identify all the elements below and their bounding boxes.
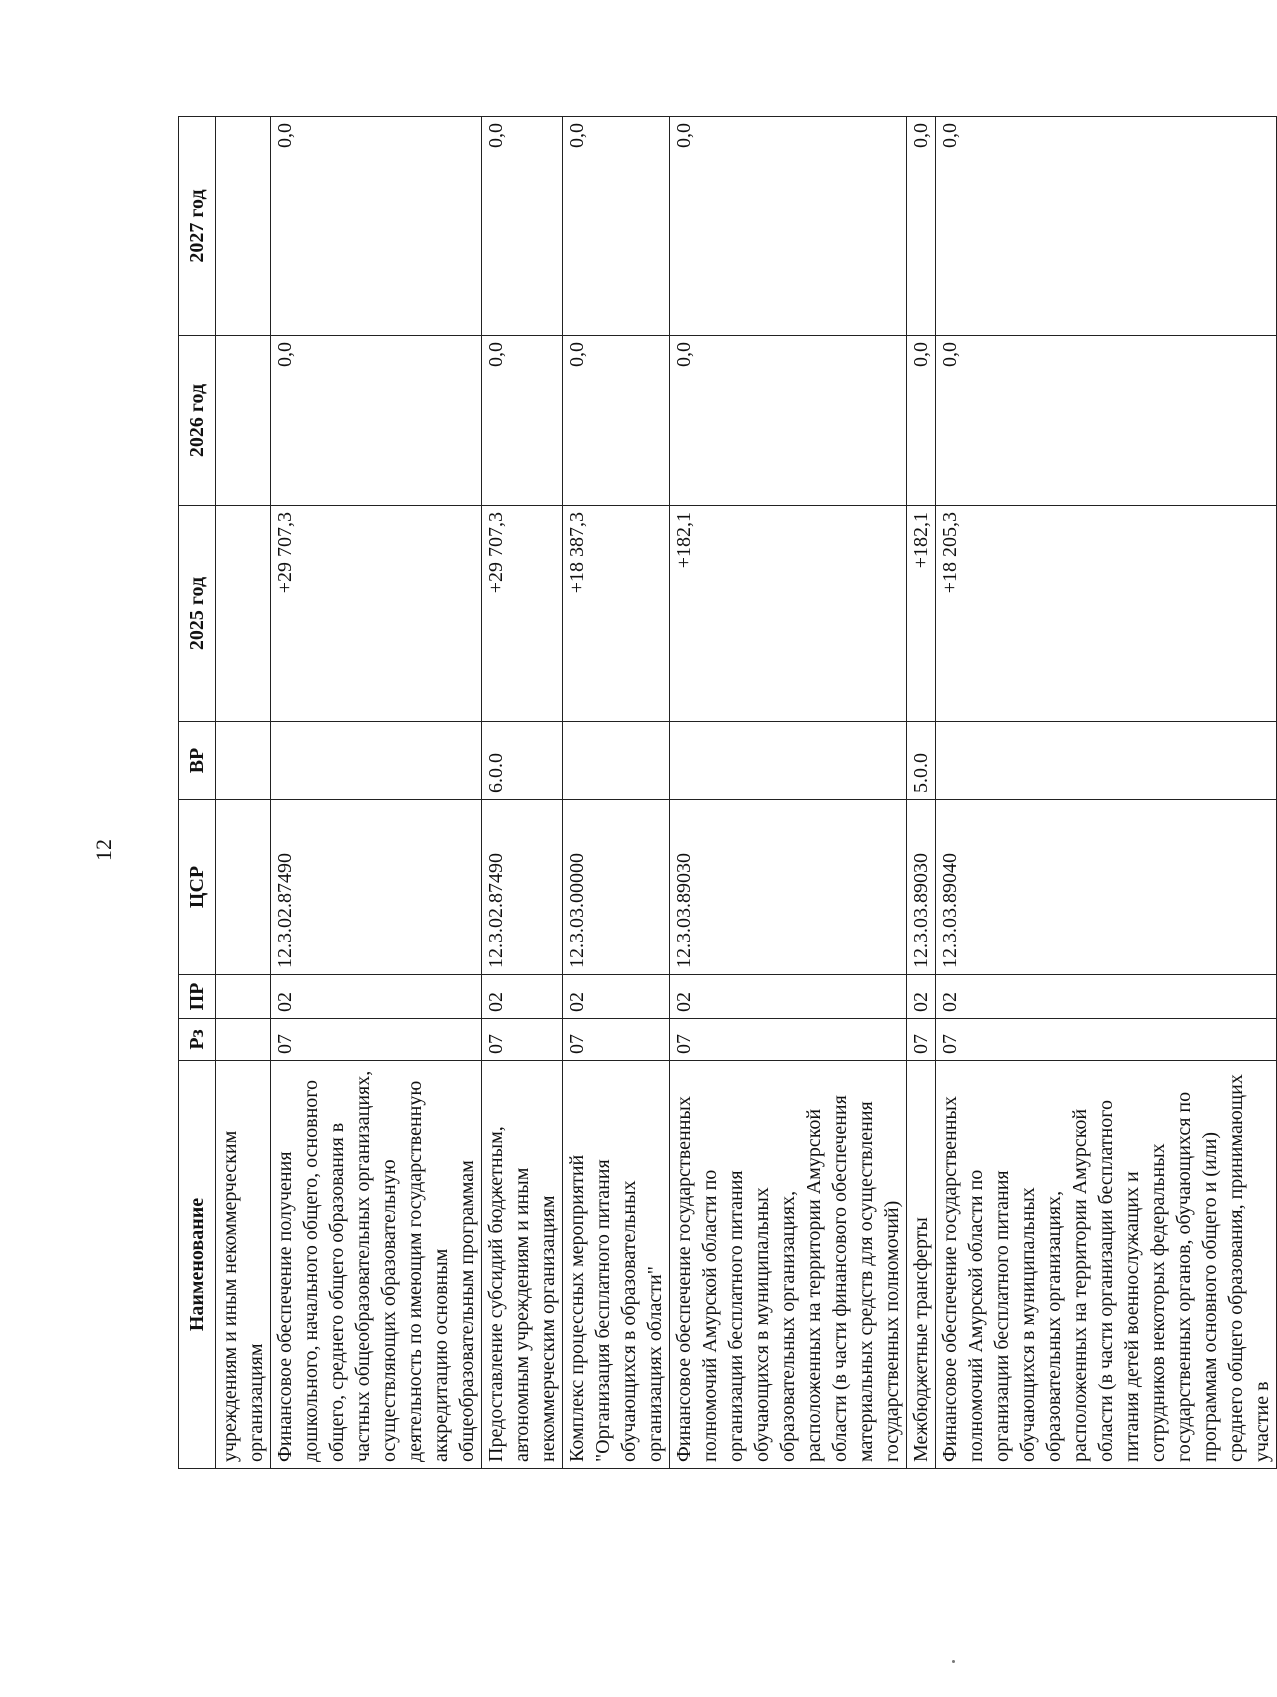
row-2026: 0,0 (936, 336, 1277, 506)
row-2026: 0,0 (563, 336, 670, 506)
row-pr: 02 (907, 975, 936, 1019)
row-vr: 5.0.0 (907, 722, 936, 800)
row-2027: 0,0 (670, 117, 907, 336)
row-2025: +18 205,3 (936, 506, 1277, 722)
row-2027: 0,0 (482, 117, 563, 336)
row-name: Финансовое обеспечение государственных полномочий Амурской области по организации бесплатного питания обучающихся в муниципальных образовательных организациях, расположенных на территории Амурской области (в части финансового обеспечения материальных средств для осуществления государственных полномочий) (670, 1061, 907, 1469)
row-csr: 12.3.03.89030 (670, 800, 907, 975)
rotated-table-container (178, 117, 1273, 1469)
row-name: Предоставление субсидий бюджетным, автономным учреждениям и иным некоммерческим организациям (482, 1061, 563, 1469)
header-2025: 2025 год (179, 506, 216, 722)
row-pr: 02 (563, 975, 670, 1019)
row-2027: 0,0 (936, 117, 1277, 336)
row-name: Финансовое обеспечение получения дошкольного, начального общего, основного общего, среднего общего образования в частных общеобразовательных организациях, осуществляющих образовательную деятельность по имеющим государственную аккредитацию основным общеобразовательным программам (271, 1061, 482, 1469)
row-2026: 0,0 (907, 336, 936, 506)
row-csr: 12.3.03.00000 (563, 800, 670, 975)
row-vr: 6.0.0 (482, 722, 563, 800)
row-vr (936, 722, 1277, 800)
row-2027 (216, 117, 271, 336)
row-rz (216, 1019, 271, 1061)
table-row (482, 117, 563, 1469)
page-number: 12 (91, 839, 116, 861)
table-row (563, 117, 670, 1469)
header-rz: Рз (179, 1019, 216, 1061)
row-csr: 12.3.02.87490 (271, 800, 482, 975)
header-pr: ПР (179, 975, 216, 1019)
row-pr: 02 (271, 975, 482, 1019)
row-csr (216, 800, 271, 975)
row-vr (670, 722, 907, 800)
budget-table (178, 116, 1277, 1469)
row-2026: 0,0 (271, 336, 482, 506)
header-csr: ЦСР (179, 800, 216, 975)
row-2025: +182,1 (670, 506, 907, 722)
row-2025: +29 707,3 (271, 506, 482, 722)
row-csr: 12.3.03.89040 (936, 800, 1277, 975)
scan-speck (952, 1660, 955, 1663)
row-name: Финансовое обеспечение государственных полномочий Амурской области по организации бесплатного питания обучающихся в муниципальных образовательных организациях, расположенных на территории Амурской области (в части организации бесплатного питания детей военнослужащих и сотрудников некоторых федеральных государственных органов, обучающихся по программам основного общего и (или) среднего общего образования, принимающих участие в (936, 1061, 1277, 1469)
header-vr: ВР (179, 722, 216, 800)
row-rz: 07 (936, 1019, 1277, 1061)
header-2026: 2026 год (179, 336, 216, 506)
row-vr (563, 722, 670, 800)
row-2025: +18 387,3 (563, 506, 670, 722)
row-vr (271, 722, 482, 800)
row-rz: 07 (563, 1019, 670, 1061)
header-2027: 2027 год (179, 117, 216, 336)
table-row (936, 117, 1277, 1469)
row-2025: +29 707,3 (482, 506, 563, 722)
table-row (271, 117, 482, 1469)
row-vr (216, 722, 271, 800)
row-2025: +182,1 (907, 506, 936, 722)
row-rz: 07 (482, 1019, 563, 1061)
row-rz: 07 (271, 1019, 482, 1061)
row-2025 (216, 506, 271, 722)
row-pr (216, 975, 271, 1019)
row-csr: 12.3.03.89030 (907, 800, 936, 975)
row-2026: 0,0 (482, 336, 563, 506)
header-name: Наименование (179, 1061, 216, 1469)
row-2026 (216, 336, 271, 506)
row-pr: 02 (670, 975, 907, 1019)
row-pr: 02 (936, 975, 1277, 1019)
table-row (216, 117, 271, 1469)
row-2027: 0,0 (907, 117, 936, 336)
row-name: учреждениям и иным некоммерческим организациям (216, 1061, 271, 1469)
row-rz: 07 (907, 1019, 936, 1061)
table-row (907, 117, 936, 1469)
table-row (670, 117, 907, 1469)
row-name: Межбюджетные трансферты (907, 1061, 936, 1469)
row-2027: 0,0 (271, 117, 482, 336)
row-2026: 0,0 (670, 336, 907, 506)
row-name: Комплекс процессных мероприятий "Организация бесплатного питания обучающихся в образовательных организациях области" (563, 1061, 670, 1469)
row-2027: 0,0 (563, 117, 670, 336)
row-csr: 12.3.02.87490 (482, 800, 563, 975)
row-rz: 07 (670, 1019, 907, 1061)
table-header-row (179, 117, 216, 1469)
row-pr: 02 (482, 975, 563, 1019)
